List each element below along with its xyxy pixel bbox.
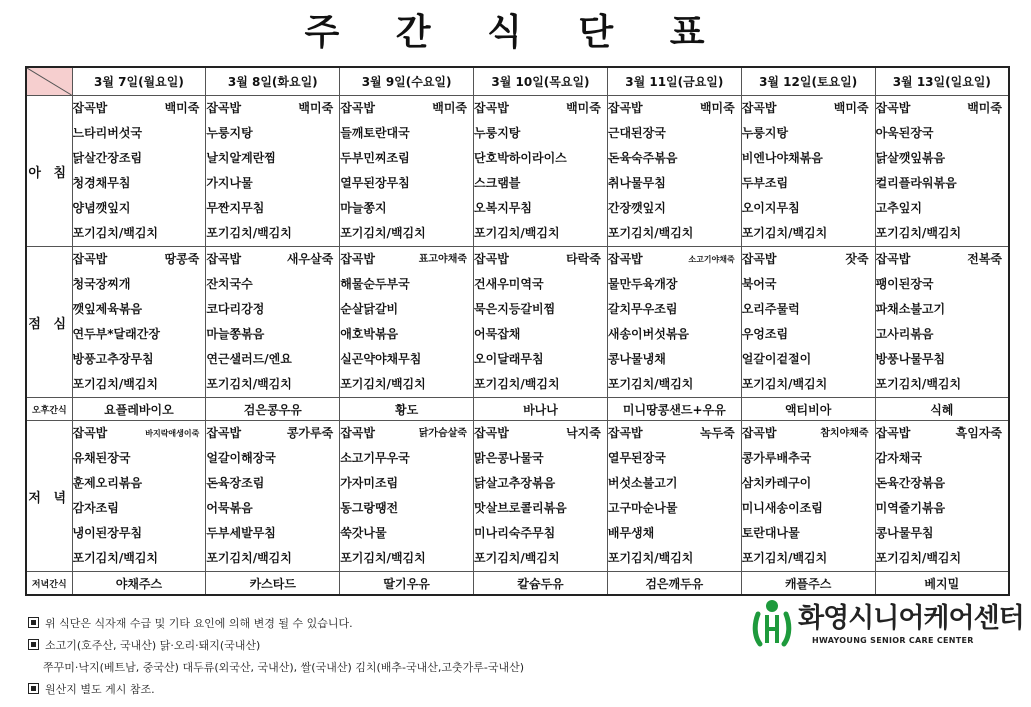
snack-cell: 칼슘두유	[474, 572, 608, 596]
menu-item: 연근샐러드/엔요	[206, 352, 292, 366]
meal-cell	[607, 96, 741, 247]
menu-item: 닭살간장조림	[72, 151, 143, 165]
porridge-text: 콩가루죽	[286, 426, 334, 440]
meal-cell	[607, 421, 741, 572]
rice-text: 잡곡밥	[340, 252, 375, 266]
menu-item: 누룽지탕	[206, 126, 253, 140]
menu-item: 두부세발무침	[206, 526, 276, 540]
menu-item: 어묵볶음	[206, 501, 253, 515]
page-title: 주 간 식 단 표	[304, 12, 727, 53]
porridge-text: 백미죽	[967, 101, 1002, 115]
porridge-text: 잣죽	[845, 252, 869, 266]
snack-cell: 식혜	[875, 398, 1009, 421]
menu-item: 누룽지탕	[741, 126, 789, 140]
menu-item: 코다리강정	[206, 302, 265, 316]
menu-item: 얼갈이해장국	[206, 451, 276, 465]
menu-item: 열무된장무침	[340, 176, 410, 190]
menu-table	[25, 66, 1010, 596]
menu-item: 연두부*달래간장	[72, 327, 160, 341]
menu-item: 열무된장국	[607, 451, 666, 465]
menu-item: 닭살고추장볶음	[474, 476, 556, 490]
menu-item: 포기김치/백김치	[72, 551, 159, 565]
menu-item: 무짠지무침	[206, 201, 265, 215]
meal-cell	[741, 96, 875, 247]
note-row	[28, 657, 524, 679]
meal-cell	[474, 421, 608, 572]
menu-item: 갈치무우조림	[607, 302, 678, 316]
menu-item: 닭살깻잎볶음	[875, 151, 946, 165]
menu-item-rice	[608, 247, 741, 272]
porridge-text: 타락죽	[566, 252, 601, 266]
meal-cell	[72, 247, 206, 398]
rice-text: 잡곡밥	[474, 426, 509, 440]
menu-item: 근대된장국	[607, 126, 666, 140]
day-header-row	[26, 67, 1009, 96]
menu-item: 단호박하이라이스	[474, 151, 567, 165]
meal-label: 저 녁	[26, 421, 72, 572]
menu-item: 방풍나물무침	[875, 352, 946, 366]
menu-item: 감자채국	[875, 451, 922, 465]
menu-item-rice	[340, 247, 473, 272]
menu-item-rice	[876, 96, 1008, 121]
rice-text: 잡곡밥	[607, 426, 643, 440]
day-header: 3월 11일(금요일)	[607, 67, 741, 96]
menu-item: 포기김치/백김치	[206, 377, 292, 391]
menu-item: 돈육장조림	[206, 476, 265, 490]
menu-item: 포기김치/백김치	[875, 226, 962, 240]
logo-name: 화영시니어케어센터	[798, 603, 1024, 634]
porridge-text: 백미죽	[566, 101, 601, 115]
menu-item: 유채된장국	[72, 451, 131, 465]
hwayoung-logo-mark-icon	[752, 598, 792, 648]
menu-item: 포기김치/백김치	[875, 377, 962, 391]
menu-item: 묵은지등갈비찜	[474, 302, 556, 316]
snack-cell: 캐플주스	[741, 572, 875, 596]
menu-item-rice	[474, 247, 607, 272]
menu-item: 애호박볶음	[340, 327, 399, 341]
square-bullet-icon	[28, 683, 39, 694]
square-bullet-icon	[28, 617, 39, 628]
menu-item: 맑은콩나물국	[474, 451, 544, 465]
porridge-text: 백미죽	[432, 101, 468, 115]
menu-item: 콩나물무침	[875, 526, 934, 540]
rice-text: 잡곡밥	[474, 101, 509, 115]
rice-text: 잡곡밥	[474, 252, 509, 266]
menu-item: 고추잎지	[875, 201, 922, 215]
menu-item-rice	[608, 421, 741, 446]
snack-label: 오후간식	[26, 398, 72, 421]
meal-row-breakfast	[26, 96, 1009, 247]
menu-item: 포기김치/백김치	[741, 226, 828, 240]
menu-item-rice	[608, 96, 741, 121]
meal-cell	[206, 96, 340, 247]
meal-cell	[607, 247, 741, 398]
menu-item: 청경채무침	[72, 176, 131, 190]
meal-cell	[474, 96, 608, 247]
menu-item: 훈제오리볶음	[72, 476, 143, 490]
porridge-text: 참치야채죽	[820, 428, 869, 439]
day-header: 3월 7일(월요일)	[72, 67, 206, 96]
menu-item: 마늘쫑볶음	[206, 327, 265, 341]
rice-text: 잡곡밥	[875, 426, 911, 440]
menu-item: 해물순두부국	[340, 277, 410, 291]
meal-cell	[206, 421, 340, 572]
menu-item: 오이달래무침	[474, 352, 544, 366]
note-row	[28, 635, 524, 657]
meal-row-lunch	[26, 247, 1009, 398]
rice-text: 잡곡밥	[72, 426, 108, 440]
menu-item: 포기김치/백김치	[206, 226, 292, 240]
snack-cell: 카스타드	[206, 572, 340, 596]
menu-item: 포기김치/백김치	[72, 226, 159, 240]
menu-item: 포기김치/백김치	[72, 377, 159, 391]
snack-cell: 액티비아	[741, 398, 875, 421]
menu-item: 방풍고추장무침	[72, 352, 154, 366]
note-text: 쭈꾸미·낙지(베트남, 중국산) 대두류(외국산, 국내산), 쌀(국내산) 김치(배추-국내산,고춧가루-국내산)	[43, 661, 525, 674]
menu-item: 오복지무침	[474, 201, 532, 215]
porridge-text: 낙지죽	[566, 426, 601, 440]
rice-text: 잡곡밥	[206, 426, 242, 440]
diagonal-line	[27, 68, 72, 95]
rice-text: 잡곡밥	[340, 426, 375, 440]
day-header: 3월 9일(수요일)	[340, 67, 474, 96]
rice-text: 잡곡밥	[72, 252, 108, 266]
menu-item: 오리주물럭	[741, 302, 800, 316]
rice-text: 잡곡밥	[340, 101, 375, 115]
menu-item: 냉이된장무침	[72, 526, 143, 540]
menu-item: 토란대나물	[741, 526, 800, 540]
menu-item: 날치알계란찜	[206, 151, 276, 165]
menu-item-rice	[73, 96, 206, 121]
menu-item: 포기김치/백김치	[741, 377, 828, 391]
menu-item: 어묵잡채	[474, 327, 521, 341]
header-corner	[26, 67, 72, 96]
menu-item-rice	[206, 96, 339, 121]
menu-item-rice	[474, 96, 607, 121]
meal-cell	[340, 96, 474, 247]
meal-cell	[875, 421, 1009, 572]
logo	[752, 596, 1024, 652]
menu-item: 포기김치/백김치	[340, 551, 426, 565]
rice-text: 잡곡밥	[875, 252, 911, 266]
menu-item: 돈육간장볶음	[875, 476, 946, 490]
note-row	[28, 613, 524, 635]
menu-item: 누룽지탕	[474, 126, 521, 140]
porridge-text: 전복죽	[967, 252, 1002, 266]
menu-item: 미역줄기볶음	[875, 501, 946, 515]
menu-item: 실곤약야채무침	[340, 352, 422, 366]
menu-item: 고사리볶음	[875, 327, 934, 341]
menu-item: 새송이버섯볶음	[607, 327, 690, 341]
menu-item: 감자조림	[72, 501, 119, 515]
snack-cell: 미니땅콩샌드+우유	[607, 398, 741, 421]
menu-item: 순살닭갈비	[340, 302, 399, 316]
menu-item: 얼갈이겉절이	[741, 352, 812, 366]
snack-cell: 야채주스	[72, 572, 206, 596]
menu-item: 포기김치/백김치	[340, 226, 426, 240]
menu-item: 포기김치/백김치	[340, 377, 426, 391]
note-text: 원산지 별도 게시 참조.	[45, 683, 155, 696]
porridge-text: 백미죽	[699, 101, 735, 115]
meal-cell	[741, 421, 875, 572]
menu-item: 포기김치/백김치	[474, 226, 560, 240]
meal-cell	[474, 247, 608, 398]
meal-cell	[340, 247, 474, 398]
square-bullet-icon	[28, 639, 39, 650]
rice-text: 잡곡밥	[741, 101, 777, 115]
meal-label: 점 심	[26, 247, 72, 398]
rice-text: 잡곡밥	[72, 101, 108, 115]
snack-cell: 딸기우유	[340, 572, 474, 596]
menu-item: 아욱된장국	[875, 126, 934, 140]
menu-item: 포기김치/백김치	[607, 377, 694, 391]
rice-text: 잡곡밥	[741, 426, 777, 440]
menu-item: 돈육숙주볶음	[607, 151, 678, 165]
menu-item: 취나물무침	[607, 176, 666, 190]
menu-item-rice	[340, 421, 473, 446]
snack-cell: 검은콩우유	[206, 398, 340, 421]
snack-row-afternoon	[26, 398, 1009, 421]
menu-item: 콩가루배추국	[741, 451, 812, 465]
menu-item: 맛살브로콜리볶음	[474, 501, 567, 515]
note-text: 소고기(호주산, 국내산) 닭·오리·돼지(국내산)	[45, 639, 261, 652]
rice-text: 잡곡밥	[875, 101, 911, 115]
menu-item: 콩나물냉채	[607, 352, 666, 366]
menu-item: 건새우미역국	[474, 277, 544, 291]
menu-item: 포기김치/백김치	[474, 551, 560, 565]
menu-item-rice	[876, 421, 1008, 446]
porridge-text: 백미죽	[833, 101, 869, 115]
menu-item-rice	[474, 421, 607, 446]
menu-item: 느타리버섯국	[72, 126, 143, 140]
snack-label: 저녁간식	[26, 572, 72, 596]
porridge-text: 닭가슴살죽	[418, 428, 468, 439]
menu-item-rice	[876, 247, 1008, 272]
menu-item-rice	[206, 247, 339, 272]
menu-item-rice	[73, 247, 206, 272]
meal-cell	[875, 247, 1009, 398]
menu-item: 잔치국수	[206, 277, 253, 291]
porridge-text: 백미죽	[164, 101, 200, 115]
snack-cell: 황도	[340, 398, 474, 421]
snack-cell: 베지밀	[875, 572, 1009, 596]
rice-text: 잡곡밥	[741, 252, 777, 266]
porridge-text: 백미죽	[298, 101, 334, 115]
menu-item: 마늘쫑지	[340, 201, 387, 215]
meal-row-dinner	[26, 421, 1009, 572]
menu-item-rice	[340, 96, 473, 121]
menu-item: 간장깻잎지	[607, 201, 666, 215]
menu-item: 비엔나야채볶음	[741, 151, 823, 165]
porridge-text: 땅콩죽	[164, 252, 200, 266]
porridge-text: 새우살죽	[286, 252, 334, 266]
note-row	[28, 679, 524, 701]
menu-item: 파채소불고기	[875, 302, 946, 316]
menu-item: 북어국	[741, 277, 777, 291]
menu-item: 포기김치/백김치	[607, 551, 694, 565]
snack-cell: 요플레바이오	[72, 398, 206, 421]
meal-cell	[72, 421, 206, 572]
menu-item: 가자미조림	[340, 476, 399, 490]
snack-cell: 바나나	[474, 398, 608, 421]
rice-text: 잡곡밥	[206, 101, 242, 115]
menu-item: 버섯소불고기	[607, 476, 678, 490]
menu-item-rice	[206, 421, 339, 446]
note-text: 위 식단은 식자재 수급 및 기타 요인에 의해 변경 될 수 있습니다.	[45, 617, 353, 630]
day-header: 3월 10일(목요일)	[474, 67, 608, 96]
menu-item: 고구마순나물	[607, 501, 678, 515]
menu-item: 오이지무침	[741, 201, 800, 215]
day-header: 3월 12일(토요일)	[741, 67, 875, 96]
menu-item: 포기김치/백김치	[607, 226, 694, 240]
menu-item: 두부조림	[741, 176, 789, 190]
menu-item: 쑥갓나물	[340, 526, 387, 540]
menu-item: 배무생채	[607, 526, 655, 540]
menu-item: 두부민찌조림	[340, 151, 410, 165]
meal-cell	[72, 96, 206, 247]
porridge-text: 표고야채죽	[418, 254, 468, 265]
menu-item: 포기김치/백김치	[474, 377, 560, 391]
snack-row-evening	[26, 572, 1009, 596]
menu-item: 삼치카레구이	[741, 476, 812, 490]
menu-item: 들깨토란대국	[340, 126, 410, 140]
meal-cell	[206, 247, 340, 398]
menu-item-rice	[742, 96, 875, 121]
meal-cell	[875, 96, 1009, 247]
notes	[28, 613, 524, 701]
menu-item: 양념깻잎지	[72, 201, 131, 215]
menu-item: 물만두육개장	[607, 277, 678, 291]
meal-cell	[741, 247, 875, 398]
logo-subtitle: HWAYOUNG SENIOR CARE CENTER	[812, 636, 974, 645]
meal-cell	[340, 421, 474, 572]
menu-item: 깻잎제육볶음	[72, 302, 143, 316]
porridge-text: 녹두죽	[699, 426, 735, 440]
day-header: 3월 8일(화요일)	[206, 67, 340, 96]
menu-item: 팽이된장국	[875, 277, 934, 291]
porridge-text: 소고기야채죽	[688, 255, 735, 264]
menu-item-rice	[742, 247, 875, 272]
menu-item: 미나리숙주무침	[474, 526, 556, 540]
menu-item: 스크램블	[474, 176, 521, 190]
rice-text: 잡곡밥	[607, 252, 643, 266]
menu-item: 포기김치/백김치	[206, 551, 292, 565]
menu-item: 포기김치/백김치	[875, 551, 962, 565]
menu-item: 컬리플라워볶음	[875, 176, 957, 190]
day-header: 3월 13일(일요일)	[875, 67, 1009, 96]
menu-item: 청국장찌개	[72, 277, 131, 291]
menu-item: 우엉조림	[741, 327, 789, 341]
porridge-text: 흑임자죽	[955, 426, 1002, 440]
menu-item-rice	[73, 421, 206, 446]
rice-text: 잡곡밥	[206, 252, 242, 266]
snack-cell: 검은깨두유	[607, 572, 741, 596]
menu-item: 포기김치/백김치	[741, 551, 828, 565]
menu-item: 미니새송이조림	[741, 501, 823, 515]
menu-item-rice	[742, 421, 875, 446]
menu-item: 동그랑땡전	[340, 501, 399, 515]
menu-item: 가지나물	[206, 176, 253, 190]
porridge-text: 바지락애생이죽	[145, 429, 200, 438]
meal-label: 아 침	[26, 96, 72, 247]
rice-text: 잡곡밥	[607, 101, 643, 115]
menu-item: 소고기무우국	[340, 451, 410, 465]
